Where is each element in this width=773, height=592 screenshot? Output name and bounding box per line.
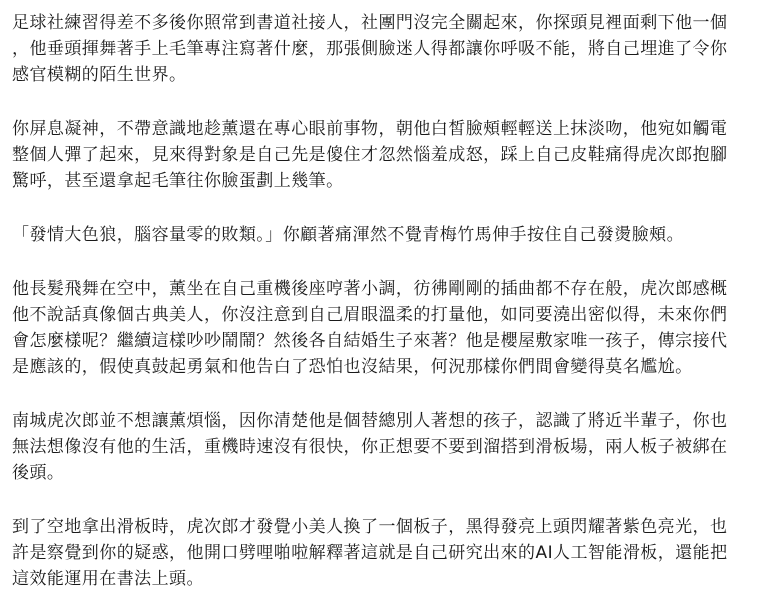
paragraph-3: 「發情大色狼，腦容量零的敗類。」你顧著痛渾然不覺青梅竹馬伸手按住自己發燙臉頰。 [12, 225, 685, 245]
paragraph-1: 足球社練習得差不多後你照常到書道社接人，社團門沒完全關起來，你探頭見裡面剩下他一個 ，他垂頭揮舞著手上毛筆專注寫著什麼，那張側臉迷人得都讓你呼吸不能，將自己埋進了令你 感官模糊的陌生世界。 [12, 13, 728, 85]
paragraph-5: 南城虎次郎並不想讓薰煩惱，因你清楚他是個替總別人著想的孩子，認識了將近半輩子，你也 無法想像沒有他的生活，重機時速沒有很快，你正想要不要到溜搭到滑板場，兩人板子被綁在 後頭。 [12, 411, 728, 483]
paragraph-2: 你屏息凝神，不帶意識地趁薰還在專心眼前事物，朝他白皙臉頰輕輕送上抹淡吻，他宛如觸電 整個人彈了起來，見來得對象是自己先是傻住才忽然惱羞成怒，踩上自己皮鞋痛得虎次郎抱腳 驚呼，甚至還拿起毛筆往你臉蛋劃上幾筆。 [12, 119, 728, 191]
paragraph-6: 到了空地拿出滑板時，虎次郎才發覺小美人換了一個板子，黑得發亮上頭閃耀著紫色亮光，也 許是察覺到你的疑惑，他開口劈哩啪啦解釋著這就是自己研究出來的AI人工智能滑板，還能把 這效能運用在書法上頭。 [12, 517, 728, 589]
paragraph-4: 他長髮飛舞在空中，薰坐在自己重機後座哼著小調，彷彿剛剛的插曲都不存在般，虎次郎感概 他不說話真像個古典美人，你沒注意到自己眉眼溫柔的打量他，如同要澆出密似得，未來你們 會怎麼樣呢？繼續這樣吵吵鬧鬧？然後各自結婚生子來著？他是櫻屋敷家唯一孩子，傳宗接代 是應該的，假使真鼓起勇氣和他告白了恐怕也沒結果，何況那樣你們間會變得莫名尷尬。 [12, 279, 728, 377]
